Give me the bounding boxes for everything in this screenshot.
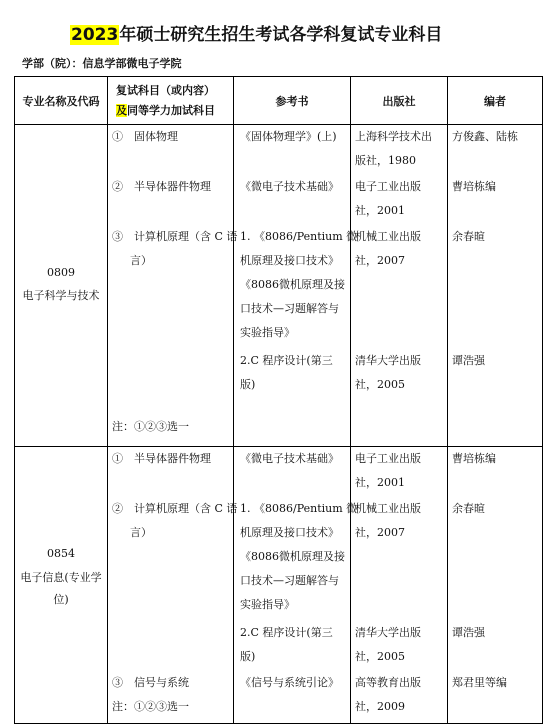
- reference-item: 《固体物理学》(上): [240, 130, 337, 143]
- reference-item: 1. 《8086/Pentium 微: [240, 230, 358, 243]
- subject-item: ② 半导体器件物理: [112, 180, 211, 193]
- author-cell: [448, 447, 543, 724]
- subject-cell: [108, 447, 238, 724]
- publisher-item: 电子工业出版: [355, 180, 421, 193]
- publisher-item: 社，2007: [355, 526, 405, 539]
- major-name-line2: 位): [53, 593, 69, 606]
- publisher-item: 电子工业出版: [355, 452, 421, 465]
- reference-cell: [234, 447, 358, 724]
- header-subject-line2: [116, 101, 233, 121]
- major-cell: [15, 125, 108, 447]
- author-item: 郑君里等编: [452, 676, 507, 689]
- author-item: 谭浩强: [452, 354, 485, 367]
- header-reference: 参考书: [234, 77, 351, 125]
- header-subject-line1: 复试科目（或内容）: [116, 83, 215, 97]
- major-name: 电子科学与技术: [22, 289, 100, 302]
- header-author: 编者: [448, 77, 543, 125]
- publisher-item: 社，2009: [355, 700, 405, 713]
- reference-item: 2.C 程序设计(第三: [240, 354, 333, 367]
- reference-item: 版): [240, 650, 256, 663]
- subject-note: 注：①②③选一: [112, 420, 189, 433]
- publisher-item: 社，2001: [355, 204, 405, 217]
- reference-item: 1. 《8086/Pentium 微: [240, 502, 358, 515]
- header-publisher: 出版社: [351, 77, 448, 125]
- author-item: 谭浩强: [452, 626, 485, 639]
- subject-item: ③ 计算机原理（含 C 语: [112, 230, 238, 243]
- author-item: 方俊鑫、陆栋: [452, 130, 518, 143]
- subject-cell: [108, 125, 238, 447]
- author-cell: [448, 125, 543, 447]
- major-code: 0809: [47, 266, 75, 279]
- publisher-item: 机械工业出版: [355, 502, 421, 515]
- title-text: 年硕士研究生招生考试各学科复试专业科目: [119, 25, 443, 45]
- header-subject-rest: 同等学力加试科目: [127, 103, 215, 117]
- reference-cell: [234, 125, 358, 447]
- subject-item: ② 计算机原理（含 C 语: [112, 502, 238, 515]
- author-item: 余春暄: [452, 502, 485, 515]
- reference-item: 机原理及接口技术》: [240, 254, 339, 267]
- publisher-item: 社，2005: [355, 378, 405, 391]
- publisher-item: 社，2007: [355, 254, 405, 267]
- reference-item: 《信号与系统引论》: [240, 676, 339, 689]
- page-title: [70, 20, 442, 45]
- publisher-cell: [351, 125, 448, 447]
- reference-item: 实验指导》: [240, 326, 295, 339]
- reference-item: 2.C 程序设计(第三: [240, 626, 333, 639]
- department-label: 学部（院）：信息学部微电子学院: [22, 57, 182, 70]
- title-year: 2023: [71, 25, 119, 45]
- subject-item: ① 半导体器件物理: [112, 452, 211, 465]
- table-row: [15, 447, 543, 724]
- reference-item: 口技术—习题解答与: [240, 302, 339, 315]
- reference-item: 《8086微机原理及接: [240, 278, 345, 291]
- reference-item: 《8086微机原理及接: [240, 550, 345, 563]
- subject-item: ③ 信号与系统: [112, 676, 189, 689]
- publisher-item: 清华大学出版: [355, 354, 421, 367]
- publisher-item: 社，2001: [355, 476, 405, 489]
- publisher-item: 社，2005: [355, 650, 405, 663]
- table-row: [15, 125, 543, 447]
- reference-item: 口技术—习题解答与: [240, 574, 339, 587]
- major-code: 0854: [47, 547, 75, 560]
- author-item: 曹培栋编: [452, 452, 496, 465]
- publisher-item: 高等教育出版: [355, 676, 421, 689]
- subject-item: 言）: [130, 526, 152, 539]
- publisher-item: 机械工业出版: [355, 230, 421, 243]
- publisher-item: 上海科学技术出: [355, 130, 432, 143]
- publisher-item: 版社，1980: [355, 154, 416, 167]
- table-header-row: [15, 77, 543, 125]
- publisher-cell: [351, 447, 448, 724]
- author-item: 曹培栋编: [452, 180, 496, 193]
- subject-item: 言）: [130, 254, 152, 267]
- reference-item: 版): [240, 378, 256, 391]
- major-cell: [15, 447, 108, 724]
- header-subject-highlight: 及: [116, 103, 127, 117]
- header-major: 专业名称及代码: [15, 77, 108, 125]
- major-name-line1: 电子信息(专业学: [20, 571, 102, 584]
- reference-item: 实验指导》: [240, 598, 295, 611]
- header-subject: [108, 77, 234, 125]
- reference-item: 《微电子技术基础》: [240, 452, 339, 465]
- reference-item: 机原理及接口技术》: [240, 526, 339, 539]
- exam-subjects-table: [14, 76, 543, 724]
- author-item: 余春暄: [452, 230, 485, 243]
- publisher-item: 清华大学出版: [355, 626, 421, 639]
- reference-item: 《微电子技术基础》: [240, 180, 339, 193]
- subject-item: ① 固体物理: [112, 130, 178, 143]
- subject-note: 注：①②③选一: [112, 700, 189, 713]
